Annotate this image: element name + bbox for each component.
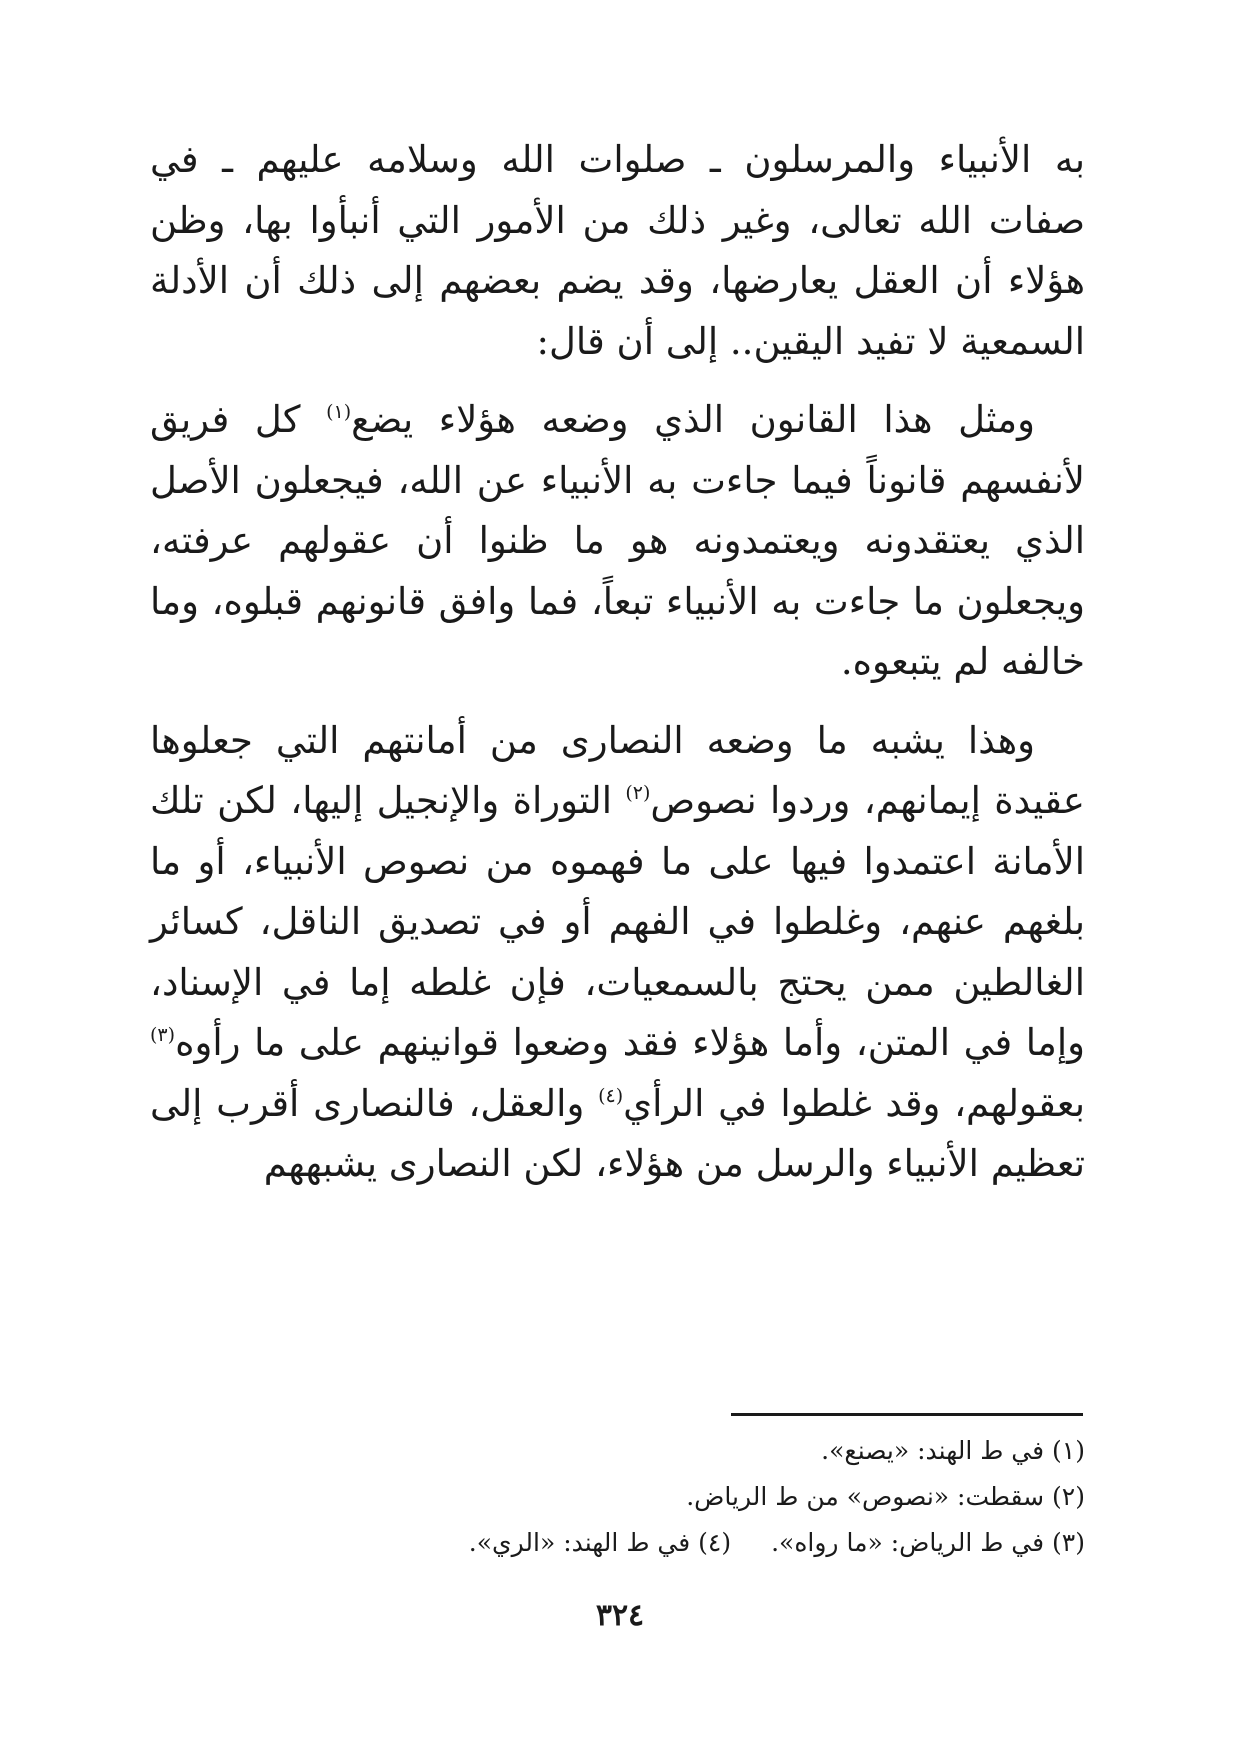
paragraph-2-text-a: ومثل هذا القانون الذي وضعه هؤلاء يضع xyxy=(351,398,1035,441)
paragraph-3-text-d: والعقل، فالنصارى أقرب إلى تعظيم الأنبياء والرسل من هؤلاء، لكن النصارى يشبههم xyxy=(150,1081,1085,1185)
footnote-row-3 xyxy=(150,1520,1085,1566)
page-number: ٣٢٤ xyxy=(595,1598,645,1633)
footnote-2: (٢) سقطت: «نصوص» من ط الرياض. xyxy=(686,1482,1085,1511)
paragraph-3-text-b: التوراة والإنجيل إليها، لكن تلك الأمانة اعتمدوا فيها على ما فهموه من نصوص الأنبياء، أو ما بلغهم عنهم، وغلطوا في الفهم أو في تصديق الناقل، كسائر الغالطين ممن يحتج بالسمعيات، فإن غلطه إما في الإسناد، وإما في المتن، وأما هؤلاء فقد وضعوا قوانينهم على ما رأوه xyxy=(150,779,1085,1064)
main-text xyxy=(150,130,1085,1213)
footnotes xyxy=(150,1428,1085,1566)
footnote-ref-4: (٤) xyxy=(598,1084,624,1107)
paragraph-1-text: به الأنبياء والمرسلون ـ صلوات الله وسلامه عليهم ـ في صفات الله تعالى، وغير ذلك من الأمور التي أنبأوا بها، وظن هؤلاء أن العقل يعارضها، وقد يضم بعضهم إلى ذلك أن الأدلة السمعية لا تفيد اليقين.. إلى أن قال: xyxy=(150,138,1085,363)
footnote-4: (٤) في ط الهند: «الري». xyxy=(468,1528,732,1557)
paragraph-3-text-c: بعقولهم، وقد غلطوا في الرأي xyxy=(623,1081,1085,1125)
paragraph-2 xyxy=(150,390,1085,693)
footnote-separator xyxy=(731,1413,1083,1416)
paragraph-1 xyxy=(150,130,1085,372)
paragraph-3 xyxy=(150,711,1085,1195)
footnote-ref-1: (١) xyxy=(326,401,352,423)
paragraph-2-text-b: كل فريق لأنفسهم قانوناً فيما جاءت به الأنبياء عن الله، فيجعلون الأصل الذي يعتقدونه ويعتمدونه هو ما ظنوا أن عقولهم عرفته، ويجعلون ما جاءت به الأنبياء تبعاً، فما وافق قانونهم قبلوه، وما خالفه لم يتبعوه. xyxy=(150,398,1085,683)
paragraph-3-text-a: وهذا يشبه ما وضعه النصارى من أمانتهم التي جعلوها عقيدة إيمانهم، وردوا نصوص xyxy=(150,718,1085,822)
footnote-1: (١) في ط الهند: «يصنع». xyxy=(821,1436,1085,1465)
footnote-3: (٣) في ط الرياض: «ما رواه». xyxy=(771,1528,1085,1557)
footnote-ref-2: (٢) xyxy=(625,782,651,804)
footnote-ref-3: (٣) xyxy=(150,1024,176,1046)
